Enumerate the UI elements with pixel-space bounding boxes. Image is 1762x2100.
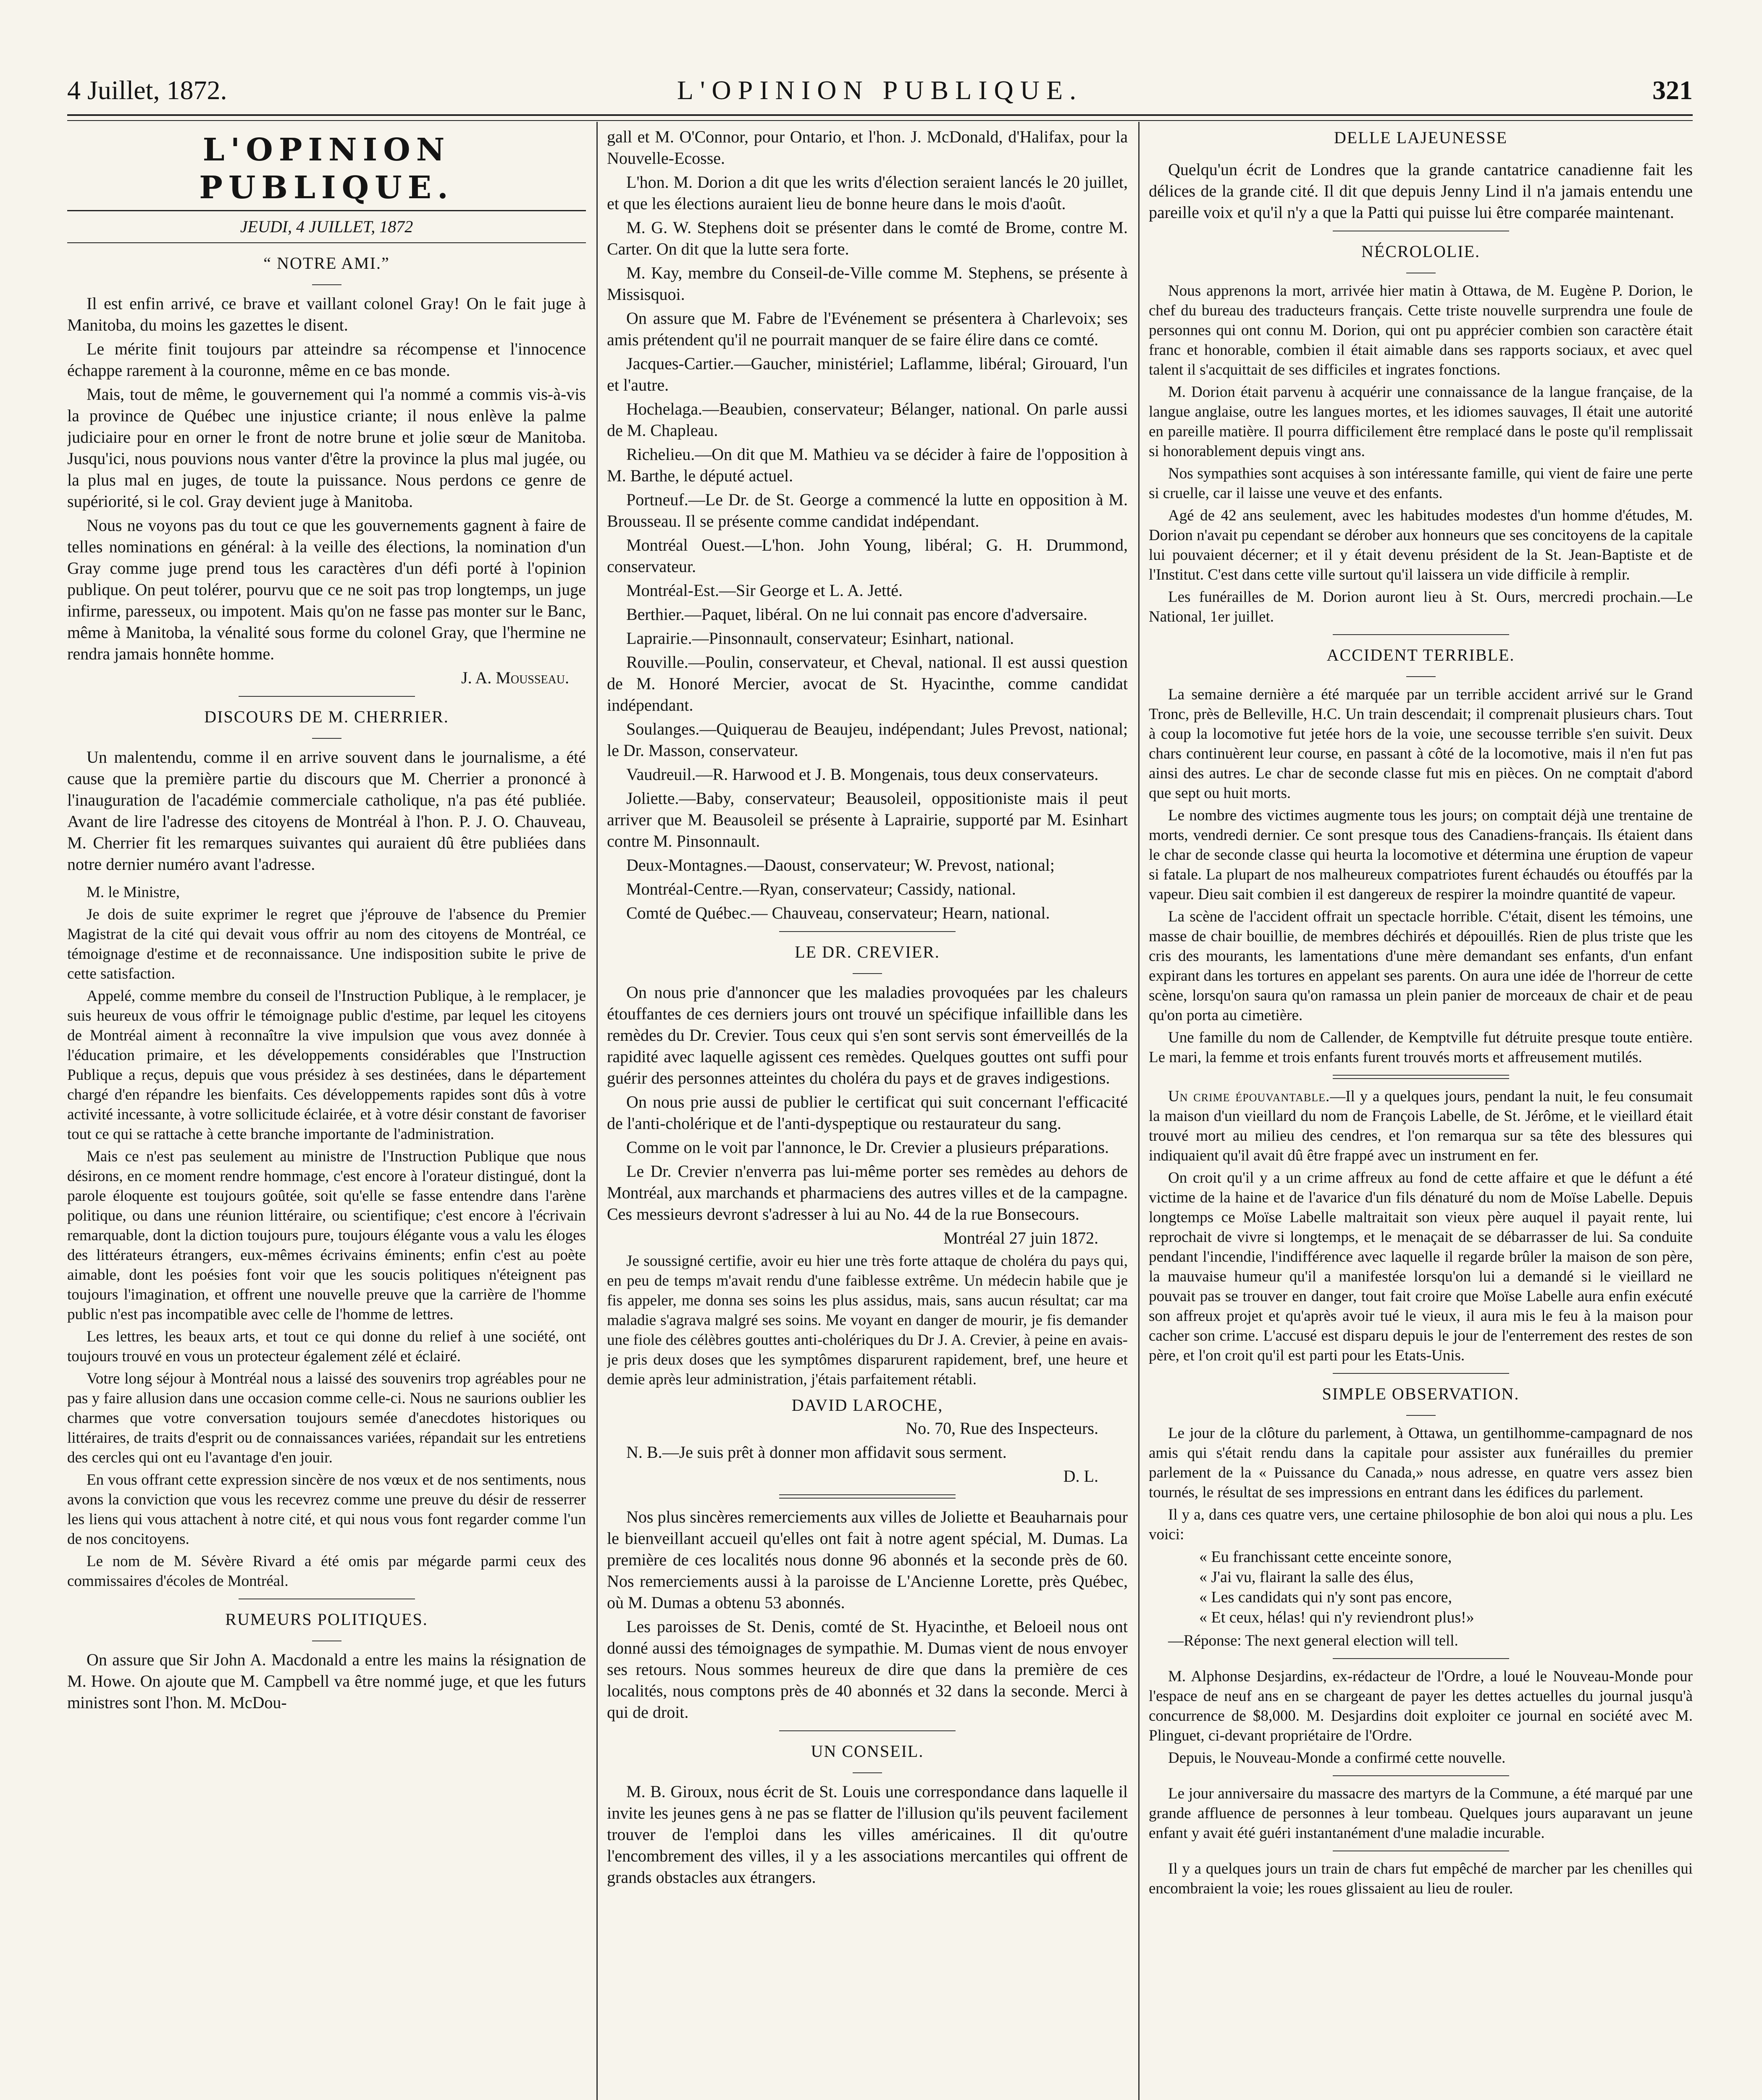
header-date: 4 Juillet, 1872. [67,75,227,105]
divider [1333,1075,1509,1079]
article-paragraph: M. Dorion était parvenu à acquérir une connaissance de la langue française, de la langue anglaise, outre les langues mortes, et les idiomes sauvages, Il était une autorité en pareille matière. Il pourra difficilement être remplacé dans le poste qu'il remplissait si honorablement depuis vingt ans. [1149,383,1693,460]
crime-lead: Un crime épouvantable. [1168,1088,1330,1105]
article-paragraph: Montréal Ouest.—L'hon. John Young, libéral; G. H. Drummond, conservateur. [607,536,1128,576]
article-paragraph: Je dois de suite exprimer le regret que j'éprouve de l'absence du Premier Magistrat de la cité qui devait vous offrir au nom des citoyens de Montréal, ce témoignage d'estime et de reconnaissance. Une indisposition subite le prive de cette satisfaction. [67,906,586,982]
article-paragraph: Nous ne voyons pas du tout ce que les gouvernements gagnent à faire de telles nominations en général: à la veille des élections, la nomination d'un Gray comme juge prend tous les caractères d'un défi porté à l'opinion publique. On peut tolérer, pourvu que ce ne soit pas trop longtemps, un juge infirme, paresseux, ou impotent. Mais qu'on ne fasse pas monter sur le Banc, même à Manitoba, la vénalité sous forme du colonel Gray, que l'hermine ne rendra jamais honnête homme. [67,516,586,663]
section-title-notre-ami: “ NOTRE AMI.” [263,254,390,273]
masthead-rule [67,210,586,211]
divider [312,284,341,285]
divider [779,931,956,932]
article-paragraph: M. B. Giroux, nous écrit de St. Louis une correspondance dans laquelle il invite les jeunes gens à ne pas se flatter de l'illusion qu'ils peuvent facilement trouver de l'emploi dans les villes américaines. Il dit qu'outre l'encombrement des villes, il y a les associations mercantiles qui offrent de grands obstacles aux étrangers. [607,1782,1128,1887]
article-paragraph: Nos plus sincères remerciements aux villes de Joliette et Beauharnais pour le bienveillant accueil qu'elles ont fait à notre agent spécial, M. Dumas. La première de ces localités nous donne 96 abonnés et la seconde près de 60. Nos remerciements aussi à la paroisse de L'Ancienne Lorette, près Québec, où M. Dumas a obtenu 53 abonnés. [607,1507,1128,1612]
article-paragraph: Nous apprenons la mort, arrivée hier matin à Ottawa, de M. Eugène P. Dorion, le chef du bureau des traducteurs français. Cette triste nouvelle surprendra une foule de personnes qui ont connu M. Dorion, qui ont pu apprécier combien son caractère était franc et honorable, combien il était aimable dans ses rapports sociaux, et avec quel talent il s'acquittait de ses difficiles et ingrates fonctions. [1149,282,1693,378]
crime-text: —Il y a quelques jours, pendant la nuit, le feu consumait la maison d'un vieillard du nom de François Labelle, de St. Jérôme, et le vieillard était trouvé mort au milieu des cendres, et l'on remarqua sur sa tête des blessures qui indiquaient qu'il avait dû être frappé avec un instrument en fer. [1149,1088,1693,1164]
article-paragraph: Berthier.—Paquet, libéral. On ne lui connait pas encore d'adversaire. [626,605,1087,624]
article-paragraph: Deux-Montagnes.—Daoust, conservateur; W. Prevost, national; [626,856,1055,874]
section-title-observation: SIMPLE OBSERVATION. [1322,1384,1520,1403]
article-paragraph: En vous offrant cette expression sincère de nos vœux et de nos sentiments, nous avons la conviction que vous les recevrez comme une preuve du désir de resserrer les liens qui vous attachent à notre cité, et qui nous vous font regarder comme l'un de nos concitoyens. [67,1471,586,1548]
article-paragraph: Il est enfin arrivé, ce brave et vaillant colonel Gray! On le fait juge à Manitoba, du moins les gazettes le disent. [67,294,586,334]
section-title-lajeunesse: DELLE LAJEUNESSE [1334,128,1508,147]
article-paragraph [1149,1087,1693,1166]
article-paragraph: Le nombre des victimes augmente tous les jours; on comptait déjà une trentaine de morts, vendredi dernier. Ce sont presque tous des Canadiens-français. Ils étaient dans le char de seconde classe qui heurta la locomotive et détermina une éruption de vapeur si fatale. La plupart de nos malheureux compatriotes furent échaudés ou étouffés par la vapeur. Dieu sait combien il est dangereux de respirer la moindre quantité de vapeur. [1149,807,1693,903]
article-paragraph: Richelieu.—On dit que M. Mathieu va se décider à faire de l'opposition à M. Barthe, le député actuel. [607,445,1128,485]
article-paragraph: M. G. W. Stephens doit se présenter dans le comté de Brome, contre M. Carter. On dit que la lutte sera forte. [607,218,1128,258]
article-paragraph: Agé de 42 ans seulement, avec les habitudes modestes d'un homme d'études, M. Dorion n'avait pu cependant se dérober aux honneurs que ses concitoyens de la capitale lui pouvaient décerner; et il y était devenu président de la St. Jean-Baptiste et de l'Institut. C'est dans cette ville surtout qu'il laissera un vide difficile à remplir. [1149,507,1693,583]
article-paragraph: Mais ce n'est pas seulement au ministre de l'Instruction Publique que nous désirons, en ce moment rendre hommage, c'est encore à l'orateur distingué, dont la parole éloquente est toujours goûtée, soit qu'elle se fasse entendre dans l'arène politique, ou dans une réunion littéraire, ou scientifique; c'est encore à l'écrivain remarquable, dont la diction toujours pure, toujours élégante vous a valu les éloges des littérateurs étrangers, eux-mêmes écrivains éminents; enfin c'est au poète aimable, dont les poésies font voir que les soucis politiques n'éteignent pas toujours l'imagination, et offrent une nouvelle preuve que la carrière de l'homme public n'est pas incompatible avec celle de l'homme de lettres. [67,1148,586,1323]
signer-address: No. 70, Rue des Inspecteurs. [906,1419,1098,1438]
article-paragraph: La scène de l'accident offrait un spectacle horrible. C'était, disent les témoins, une masse de chair bouillie, de membres déchirés et dépouillés. Rien de plus triste que les cris des mourants, les lamentations d'une mère demandant ses enfants, d'un enfant expirant dans les tortures en appelant ses parents. On aura une idée de l'horreur de cette scène, lorsqu'on saura qu'on ramassa un plein panier de morceaux de chair et de peau qu'on porta au cimetière. [1149,908,1693,1024]
article-paragraph: Les lettres, les beaux arts, et tout ce qui donne du relief à une société, ont toujours trouvé en vous un protecteur également zélé et éclairé. [67,1328,586,1365]
certificate-signer: DAVID LAROCHE, [791,1396,943,1415]
column-divider [596,122,598,2100]
salutation: M. le Ministre, [87,884,180,901]
article-paragraph: Depuis, le Nouveau-Monde a confirmé cette nouvelle. [1168,1749,1506,1767]
article-paragraph: M. Kay, membre du Conseil-de-Ville comme M. Stephens, se présente à Missisquoi. [607,263,1128,304]
article-paragraph: Comme on le voit par l'annonce, le Dr. Crevier a plusieurs préparations. [626,1138,1109,1157]
section-title-cherrier: DISCOURS DE M. CHERRIER. [204,707,449,726]
divider [853,1772,882,1773]
divider [239,696,415,697]
article-paragraph: gall et M. O'Connor, pour Ontario, et l'hon. J. McDonald, d'Halifax, pour la Nouvelle-Ecosse. [607,127,1128,168]
divider [1333,634,1509,635]
article-paragraph: Portneuf.—Le Dr. de St. George a commencé la lutte en opposition à M. Brousseau. Il se présente comme candidat indépendant. [607,490,1128,530]
article-paragraph: Le mérite finit toujours par atteindre sa récompense et l'innocence échappe rarement à la couronne, même en ce bas monde. [67,339,586,380]
article-paragraph: Il y a quelques jours un train de chars fut empêché de marcher par les chenilles qui encombraient la voie; les roues glissaient au lieu de rouler. [1149,1860,1693,1897]
running-head [67,71,1693,113]
divider [779,1494,956,1499]
divider [779,1730,956,1731]
article-paragraph: Quelqu'un écrit de Londres que la grande cantatrice canadienne fait les délices de la grande cité. Il dit que depuis Jenny Lind il n'a jamais entendu une pareille voix et qu'il n'y a que la Patti qui puisse lui être comparée maintenant. [1149,160,1693,222]
section-title-necrologie: NÉCROLOLIE. [1361,242,1481,261]
article-paragraph: Montréal-Est.—Sir George et L. A. Jetté. [626,581,903,600]
article-paragraph: M. Alphonse Desjardins, ex-rédacteur de l'Ordre, a loué le Nouveau-Monde pour l'espace de neuf ans en se chargeant de payer les dettes actuelles du journal jusqu'à concurrence de $8,000. M. Desjardins doit exploiter ce journal en société avec M. Plinguet, ci-devant propriétaire de l'Ordre. [1149,1668,1693,1744]
poem-line: « J'ai vu, flairant la salle des élus, [1199,1568,1414,1586]
section-title-rumeurs: RUMEURS POLITIQUES. [225,1610,428,1629]
article-paragraph: Jacques-Cartier.—Gaucher, ministériel; Laflamme, libéral; Girouard, l'un et l'autre. [607,354,1128,394]
masthead-date: JEUDI, 4 JUILLET, 1872 [240,217,413,236]
poem-line: « Eu franchissant cette enceinte sonore, [1199,1548,1452,1566]
poem-line: « Et ceux, hélas! qui n'y reviendront plus!» [1199,1609,1474,1626]
divider [1333,1775,1509,1776]
article-paragraph: Une famille du nom de Callender, de Kemptville fut détruite presque toute entière. Le mari, la femme et trois enfants furent trouvés morts et affreusement mutilés. [1149,1029,1693,1066]
article-paragraph: Nos sympathies sont acquises à son intéressante famille, qui vient de faire une perte si cruelle, car il laisse une veuve et des enfants. [1149,465,1693,502]
article-paragraph: Il y a, dans ces quatre vers, une certaine philosophie de bon aloi qui nous a plu. Les voici: [1149,1506,1693,1543]
article-paragraph: Laprairie.—Pinsonnault, conservateur; Esinhart, national. [626,629,1014,648]
article-paragraph: On nous prie aussi de publier le certificat qui suit concernant l'efficacité de l'anti-cholérique et de l'anti-dyspeptique ou restaurateur du sang. [607,1092,1128,1133]
reponse: —Réponse: The next general election will tell. [1168,1632,1458,1649]
article-paragraph: On assure que Sir John A. Macdonald a entre les mains la résignation de M. Howe. On ajoute que M. Campbell va être nommé juge, et que les futurs ministres sont l'hon. M. McDou- [67,1650,586,1712]
article-paragraph: Comté de Québec.— Chauveau, conservateur; Hearn, national. [626,903,1050,922]
article-paragraph: La semaine dernière a été marquée par un terrible accident arrivé sur le Grand Tronc, près de Belleville, H.C. Un train descendait; il comprenait plusieurs chars. Tout à coup la locomotive fut jetée hors de la voie, une secousse terrible s'en suivit. Deux chars continuèrent leur course, en passant à côté de la locomotive, mais il n'en fut pas ainsi des autres. Le char de seconde classe fut mis en pièces. On ne comptait d'abord que sept ou huit morts. [1149,686,1693,802]
certificate-text: Je soussigné certifie, avoir eu hier une très forte attaque de choléra du pays qui, en peu de temps m'avait rendu d'une faiblesse extrême. Un médecin habile que je fis appeler, me donna ses soins les plus assidus, mais, sans aucun résultat; car ma maladie s'agrava malgré ses soins. Me voyant en danger de mourir, je fis demander une fiole des célèbres gouttes anti-cholériques du Dr J. A. Crevier, à peine en avais-je pris deux doses que les symptômes disparurent rapidement, bref, une heure et demie après leur administration, j'étais parfaitement rétabli. [607,1252,1128,1388]
article-paragraph: L'hon. M. Dorion a dit que les writs d'élection seraient lancés le 20 juillet, et que les élections auraient lieu de bonne heure dans le mois d'août. [607,173,1128,213]
article-paragraph: Montréal-Centre.—Ryan, conservateur; Cassidy, national. [626,879,1016,898]
article-paragraph: Le nom de M. Sévère Rivard a été omis par mégarde parmi ceux des commissaires d'écoles de Montréal. [67,1553,586,1590]
article-signature: J. A. Mousseau. [461,668,569,687]
section-title-conseil: UN CONSEIL. [811,1742,924,1761]
poem-line: « Les candidats qui n'y sont pas encore, [1199,1588,1452,1606]
masthead [67,131,586,243]
article-paragraph: Votre long séjour à Montréal nous a laissé des souvenirs trop agréables pour ne pas y faire allusion dans une occasion comme celle-ci. Nous ne saurions oublier les charmes que votre conversation toujours semée d'anecdotes historiques ou littéraires, de traits d'esprit ou de connaissances variées, répandait sur les entretiens des cercles qui ont eu l'avantage d'en jouir. [67,1370,586,1466]
article-paragraph: Un malentendu, comme il en arrive souvent dans le journalisme, a été cause que la première partie du discours que M. Cherrier a prononcé à l'inauguration de l'académie commerciale catholique, n'a pas été publiée. Avant de lire l'adresse des citoyens de Montréal à l'hon. P. J. O. Chauveau, M. Cherrier fit les remarques suivantes qui auraient dû être publiées dans notre dernier numéro avant l'adresse. [67,748,586,874]
column-1 [67,126,586,2100]
nota-bene: N. B.—Je suis prêt à donner mon affidavit sous serment. [626,1443,1007,1462]
column-3 [1149,126,1693,2100]
article-paragraph: Hochelaga.—Beaubien, conservateur; Bélanger, national. On parle aussi de M. Chapleau. [607,399,1128,440]
header-journal-name: L'OPINION PUBLIQUE. [677,75,1083,105]
article-paragraph: Le jour anniversaire du massacre des martyrs de la Commune, a été marqué par une grande affluence de personnes à leur tombeau. Quelques jours auparavant un jeune enfant y avait été guéri instantanément d'une maladie incurable. [1149,1785,1693,1842]
dateline: Montréal 27 juin 1872. [943,1228,1098,1247]
article-paragraph: Le jour de la clôture du parlement, à Ottawa, un gentilhomme-campagnard de nos amis qui s'était rendu dans la capitale pour assister aux funérailles du premier parlement de la « Puissance du Canada,» nous adresse, en quatre vers assez bien tournés, le résultat de ses impressions en entrant dans les édifices du parlement. [1149,1425,1693,1501]
article-paragraph: On croit qu'il y a un crime affreux au fond de cette affaire et que le défunt a été victime de la haine et de l'avarice d'un fils dénaturé du nom de Moïse Labelle. Depuis longtemps ce Moïse Labelle maltraitait son vieux père auquel il payait rente, lui reprochait de vivre si longtemps, et le menaçait de se débarrasser de lui. Sa conduite pendant l'incendie, l'indifférence avec laquelle il regarde brûler la maison de son père, la mauvaise humeur qu'il a manifestée lorsqu'on lui a demandé si le vieillard ne pouvait pas se trouver en danger, tout fait croire que Moïse Labelle aura enfin exécuté son affreux projet et qu'après avoir tué le vieux, il aura mis le feu à la maison pour cacher son crime. L'accusé est disparu depuis le jour de l'enterrement des restes de son père, et l'on croit qu'il est parti pour les Etats-Unis. [1149,1169,1693,1364]
divider [1333,1373,1509,1374]
article-paragraph: On nous prie d'annoncer que les maladies provoquées par les chaleurs étouffantes de ces derniers jours ont trouvé un spécifique infaillible dans les remèdes du Dr. Crevier. Tous ceux qui s'en sont servis sont émerveillés de la rapidité avec laquelle agissent ces remèdes. Quelques gouttes ont suffi pour guérir des personnes atteintes du choléra du pays et de graves indigestions. [607,983,1128,1087]
divider [1406,1415,1436,1416]
section-title-crevier: LE DR. CREVIER. [795,942,940,961]
article-paragraph: Appelé, comme membre du conseil de l'Instruction Publique, à le remplacer, je suis heureux de vous offrir le témoignage public d'estime, par lequel les citoyens de Montréal aiment à reconnaître la vive impulsion que vous avez donnée à l'éducation primaire, et les développements considérables que l'Instruction Publique a reçus, depuis que vous présidez à ses destinées, dans le département chargé d'en répandre les bienfaits. Ces développements rapides sont dûs à votre activité incessante, à votre sollicitude éclairée, et à votre désir constant de favoriser tout ce qui se rattache à cette branche importante de l'administration. [67,987,586,1143]
article-paragraph: Les paroisses de St. Denis, comté de St. Hyacinthe, et Beloeil nous ont donné aussi des témoignages de sympathie. M. Dumas vient de nous envoyer ses retours. Nous sommes heureux de dire que dans la première de ces localités, nous comptons près de 40 abonnés et 32 dans la seconde. Merci à qui de droit. [607,1617,1128,1722]
article-paragraph: Soulanges.—Quiquerau de Beaujeu, indépendant; Jules Prevost, national; le Dr. Masson, conservateur. [607,719,1128,760]
article-paragraph: Vaudreuil.—R. Harwood et J. B. Mongenais, tous deux conservateurs. [626,765,1099,784]
column-2 [607,126,1128,2100]
poem [1199,1547,1693,1628]
article-paragraph: Les funérailles de M. Dorion auront lieu à St. Ours, mercredi prochain.—Le National, 1er juillet. [1149,588,1693,625]
section-title-accident: ACCIDENT TERRIBLE. [1326,646,1515,664]
divider [1333,1658,1509,1659]
divider [853,973,882,974]
masthead-rule [67,242,586,243]
article-paragraph: On assure que M. Fabre de l'Evénement se présentera à Charlevoix; ses amis prétendent qu'il ne pourrait manquer de se faire élire dans ce comté. [607,309,1128,349]
header-rule [67,114,1693,121]
page-number: 321 [1652,75,1693,105]
column-divider [1138,122,1140,2100]
divider [312,738,341,739]
article-paragraph: Joliette.—Baby, conservateur; Beausoleil, oppositioniste mais il peut arriver que M. Beausoleil se présente à Laprairie, supporté par M. Esinhart contre M. Pinsonnault. [607,789,1128,850]
nota-bene-initials: D. L. [1063,1467,1098,1486]
divider [1406,676,1436,677]
article-paragraph: Mais, tout de même, le gouvernement qui l'a nommé a commis vis-à-vis la province de Québec une injustice criante; il nous enlève la palme judiciaire pour en orner le front de notre brune et jolie sœur de Manitoba. Jusqu'ici, nous pouvions nous vanter d'être la province la plus mal jugée, ou la plus mal en juges, de toute la puissance. Nous perdons ce genre de supériorité, si le col. Gray devient juge à Manitoba. [67,385,586,511]
masthead-title: L'OPINION PUBLIQUE. [199,132,454,206]
article-paragraph: Rouville.—Poulin, conservateur, et Cheval, national. Il est aussi question de M. Honoré Mercier, avocat de St. Hyacinthe, comme candidat indépendant. [607,653,1128,714]
article-paragraph: Le Dr. Crevier n'enverra pas lui-même porter ses remèdes au dehors de Montréal, aux marchands et pharmaciens des autres villes et de la campagne. Ces messieurs devront s'adresser à lui au No. 44 de la rue Bonsecours. [607,1162,1128,1223]
